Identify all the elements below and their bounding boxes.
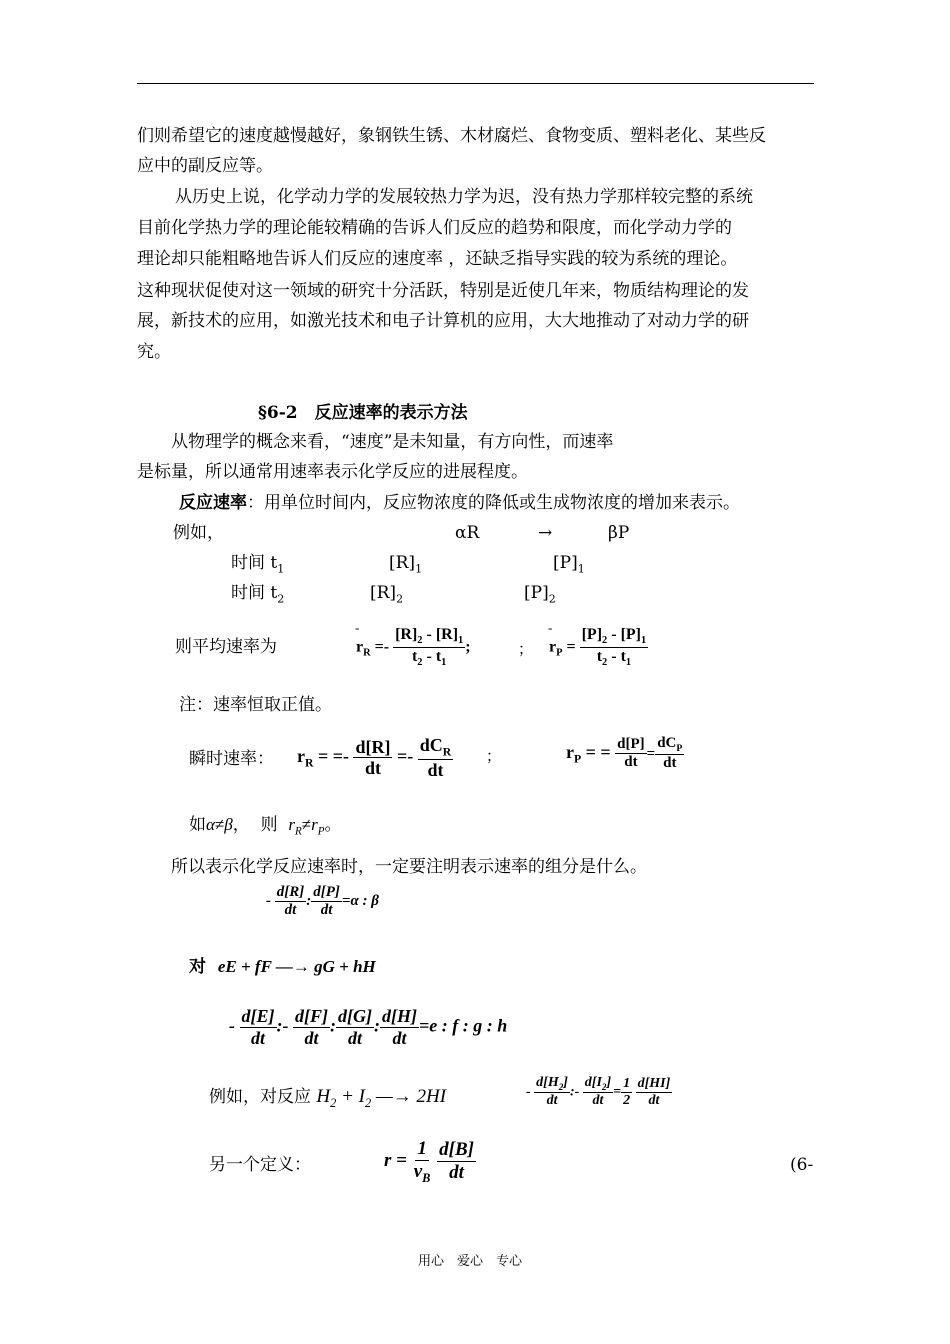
p2-line6: 究。	[137, 342, 171, 362]
reactant: αR	[455, 523, 480, 543]
general-ratio: - $\frac{d[E]}{dt}$ :- $\frac{d[F]}{dt}$ : $\frac{d[G]}{dt}$ : $\frac{d[H]}{dt}$ =e : f : g : h	[229, 1006, 508, 1048]
average-bar-R: -	[355, 620, 360, 635]
conc-P2	[524, 578, 556, 614]
conc-R1-sub: 1	[415, 562, 423, 576]
average-bar-P: -	[548, 620, 553, 635]
example-label: 例如，	[173, 523, 224, 543]
rR-eq: =-	[374, 638, 390, 656]
time-t1-label: 时间 t	[231, 553, 278, 573]
rR-semicolon: ;	[465, 638, 471, 656]
another-definition: r = $\frac{1}{v_B}$ $\frac{d[B]}{dt}$	[384, 1138, 474, 1185]
p2-line5: 展，新技术的应用，如激光技术和电子计算机的应用，大大地推动了对动力学的研	[137, 311, 749, 331]
instant-rate-R: $r_R$ = =- $\frac{d[R]}{dt}$ =- $\frac{dC_R}{dt}$	[297, 735, 452, 781]
p2-line2: 目前化学热力学的理论能较精确的告诉人们反应的趋势和限度，而化学动力学的	[137, 218, 732, 238]
conc-P1-sub: 1	[577, 562, 585, 576]
intro-line2: 是标量，所以通常用速率表示化学反应的进展程度。	[137, 462, 528, 482]
conc-P2-sub: 2	[548, 592, 556, 606]
time-t2-sub: 2	[277, 592, 285, 606]
p1-line1: 们则希望它的速度越慢越好，象钢铁生锈、木材腐烂、食物变质、塑料老化、某些反	[137, 126, 766, 146]
another-label: 另一个定义：	[209, 1155, 311, 1175]
product: βP	[608, 523, 630, 543]
definition-line	[179, 488, 740, 518]
conc-P1	[553, 548, 585, 584]
conc-P1-label: [P]	[553, 553, 578, 573]
time-t2	[231, 578, 284, 614]
ratio-equation: - $\frac{d[R]}{dt}$ : $\frac{d[P]}{dt}$ =α : β	[266, 884, 379, 919]
inequality-line: 如α≠β， 则 $r_R\ne r_P$。	[189, 815, 342, 838]
instant-rate-P: $r_P$ = = $\frac{d[P]}{dt}$ = $\frac{dC_P}{dt}$	[566, 735, 683, 772]
p2-line4: 这种现状促使对这一领域的研究十分活跃，特别是近使几年来，物质结构理论的发	[137, 281, 749, 301]
average-label: 则平均速率为	[175, 637, 277, 657]
general-equation: 对 eE + fF —→ gG + hH	[189, 957, 376, 977]
conc-R2-sub: 2	[396, 592, 404, 606]
reaction-arrow: →	[538, 523, 553, 543]
rP-symbol: r	[549, 638, 557, 656]
section-title: §6-2 反应速率的表示方法	[258, 403, 468, 423]
intro-line1: 从物理学的概念来看，“速度”是未知量，有方向性，而速率	[171, 432, 614, 452]
example2-line: 例如，对反应 $H_2 + I_2$ —→ 2HI	[209, 1086, 447, 1110]
rR-symbol: r	[356, 638, 364, 656]
instant-separator: ；	[486, 749, 502, 765]
instant-frac-dCR: $\frac{dC_R}{dt}$	[419, 735, 452, 781]
average-separator: ；	[518, 642, 534, 658]
p2-line1: 从历史上说，化学动力学的发展较热力学为迟，没有热力学那样较完整的系统	[175, 187, 753, 207]
conc-R2	[370, 578, 403, 614]
p1-line2: 应中的副反应等。	[137, 156, 273, 176]
rP-eq: =	[566, 638, 576, 656]
definition-text: ：用单位时间内，反应物浓度的降低或生成物浓度的增加来表示。	[247, 493, 740, 513]
rP-sub: P	[556, 647, 563, 659]
footer: 用心 爱心 专心	[418, 1254, 523, 1269]
equation-number: (6-	[790, 1155, 814, 1175]
instant-frac-dR: $\frac{d[R]}{dt}$	[355, 736, 391, 779]
instant-frac-dCP: $\frac{dC_P}{dt}$	[657, 735, 683, 772]
note: 注：速率恒取正值。	[179, 695, 332, 715]
conclusion: 所以表示化学反应速率时，一定要注明表示速率的组分是什么。	[171, 857, 647, 877]
instant-label: 瞬时速率：	[189, 749, 274, 769]
average-rate-P	[549, 626, 648, 669]
conc-P2-label: [P]	[524, 583, 549, 603]
time-t2-label: 时间 t	[231, 583, 278, 603]
conc-R1-label: [R]	[389, 553, 416, 573]
average-frac-R: $\frac{[R]_2 - [R]_1}{t_2 - t_1}$	[395, 626, 464, 669]
average-frac-P: $\frac{[P]_2 - [P]_1}{t_2 - t_1}$	[581, 626, 647, 669]
average-rate-R	[356, 626, 471, 669]
conc-R2-label: [R]	[370, 583, 397, 603]
time-t1-sub: 1	[277, 562, 285, 576]
rR-sub: R	[363, 647, 371, 659]
instant-frac-dP: $\frac{d[P]}{dt}$	[617, 735, 645, 771]
definition-term: 反应速率	[179, 493, 247, 513]
example2-ratio: - $\frac{d[H_2]}{dt}$ :- $\frac{d[I_2]}{dt}$ = $\frac{1}{2}$ $\frac{d[HI]}{dt}$	[526, 1075, 671, 1109]
p2-line3: 理论却只能粗略地告诉人们反应的速度率 ，还缺乏指导实践的较为系统的理论。	[137, 249, 738, 269]
header-rule	[137, 83, 814, 84]
